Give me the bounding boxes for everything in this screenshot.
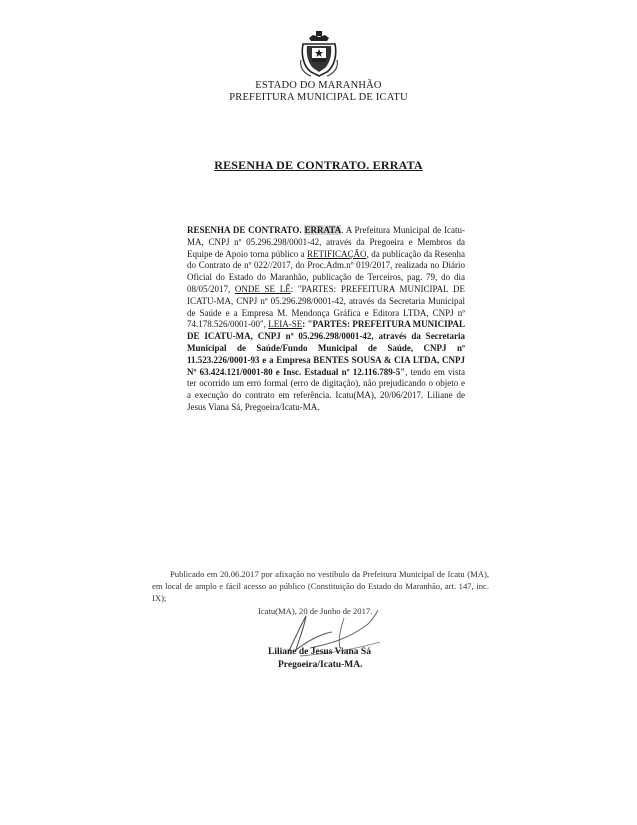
publication-text: Publicado em 20.06.2017 por afixação no vestíbulo da Prefeitura Municipal de Icatu (MA), em local de amplo e fácil acesso ao público (Constituição do Estado do Maranhão, art. 147, inc. IX); bbox=[152, 569, 489, 603]
retificacao-term: RETIFICAÇÃO bbox=[307, 248, 367, 259]
signatory-name: Liliane de Jesus Viana Sá bbox=[268, 647, 371, 657]
body-heading-errata: ERRATA bbox=[304, 225, 342, 235]
document-title: RESENHA DE CONTRATO. ERRATA bbox=[214, 158, 423, 172]
body-corrected-parties: : "PARTES: PREFEITURA MUNICIPAL DE ICATU-MA, CNPJ nº 05.296.298/0001-42, através da Secretaria Municipal de Saúde/Fundo Municipal de Saúde, CNPJ nº 11.523.226/0001-93 e a Empresa BENTES SOUSA & CIA LTDA, CNPJ Nº 63.424.121/0001-80 e Insc. Estadual nº 12.116.789-5" bbox=[187, 319, 466, 377]
header-state: ESTADO DO MARANHÃO bbox=[255, 80, 382, 91]
body-segment: : "PARTES: PREFEITURA MUNICIPAL DE ICATU-MA, CNPJ nº 05.296.298/0001-42, através da Secretaria Municipal de Saúde e a Empresa M. Mendonça Gráfica e Editora LTDA, CNPJ nº 74.178.526/0001-00", bbox=[187, 283, 465, 330]
handwritten-signature-icon bbox=[240, 598, 410, 668]
body-segment: . A Prefeitura Municipal de Icatu-MA, CNPJ nº 05.296.298/0001-42, através da Pregoeira e Membros da Equipe de Apoio torna público a bbox=[187, 225, 465, 259]
onde-se-le-term: ONDE SE LÊ bbox=[234, 283, 291, 294]
header-city: PREFEITURA MUNICIPAL DE ICATU bbox=[229, 92, 408, 103]
body-heading: RESENHA DE CONTRATO. bbox=[187, 225, 302, 235]
leia-se-term: LEIA-SE bbox=[268, 319, 303, 330]
body-segment: , tendo em vista ter ocorrido um erro formal (erro de digitação), não prejudicando o objeto e a execução do contrato em referência. Icatu(MA), 20/06/2017. Liliane de Jesus Viana Sá, Pregoeira/Icatu-MA. bbox=[187, 366, 465, 412]
body-segment: , da publicação da Resenha do Contrato de nº 022//2017, do Proc.Adm.nº 019/2017, realizada no Diário Oficial do Estado do Maranhão, publicação de Terceiros, pag. 79, do dia 08/05/2017, bbox=[187, 248, 465, 294]
date-line: Icatu(MA), 20 de Junho de 2017. bbox=[258, 606, 373, 616]
signatory-role: Pregoeira/Icatu-MA. bbox=[278, 660, 363, 670]
document-body bbox=[187, 225, 465, 414]
coat-of-arms-icon bbox=[299, 30, 339, 78]
